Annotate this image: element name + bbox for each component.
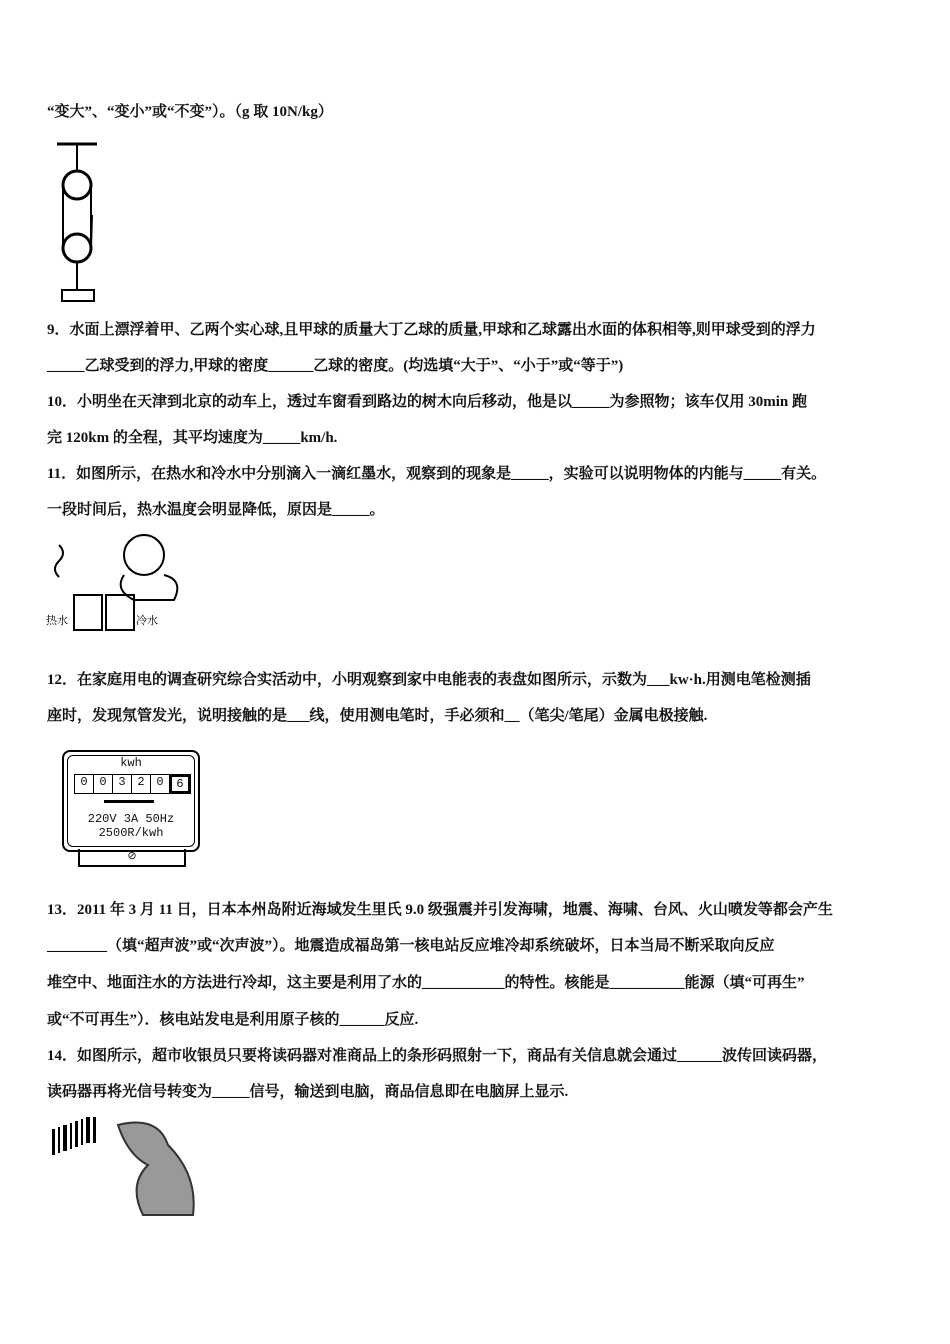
question-12-line-2: 座时，发现氖管发光，说明接触的是___线，使用测电笔时，手必须和__（笔尖/笔尾）金属电极接触. xyxy=(47,708,708,724)
question-13-line-4: 或“不可再生”）．核电站发电是利用原子核的______反应. xyxy=(47,1012,419,1028)
question-13-line-3: 堆空中、地面注水的方法进行冷却，这主要是利用了水的___________的特性。核能是__________能源（填“可再生” xyxy=(47,975,805,991)
question-11-line-2: 一段时间后，热水温度会明显降低，原因是_____。 xyxy=(47,502,385,518)
cold-water-label: 冷水 xyxy=(136,615,158,627)
meter-digit: 0 xyxy=(151,775,170,793)
question-9-line-2: _____乙球受到的浮力,甲球的密度______乙球的密度。(均选填“大于”、“小于”或“等于”) xyxy=(47,358,624,374)
question-9-line-1: 9．水面上漂浮着甲、乙两个实心球,且甲球的质量大丁乙球的质量,甲球和乙球露出水面的体积相等,则甲球受到的浮力 xyxy=(47,322,816,338)
meter-digit: 3 xyxy=(113,775,132,793)
barcode-scanner-figure xyxy=(48,1115,203,1217)
meter-digit: 0 xyxy=(94,775,113,793)
meter-digits xyxy=(74,774,191,794)
question-12-line-1: 12．在家庭用电的调查研究综合实活动中，小明观察到家中电能表的表盘如图所示，示数为___kw·h.用测电笔检测插 xyxy=(47,672,811,688)
meter-unit: kwh xyxy=(120,756,142,770)
meter-base: ⊘ xyxy=(78,849,186,867)
question-10-line-2: 完 120km 的全程，其平均速度为_____km/h. xyxy=(47,430,338,446)
question-13-line-2: ________（填“超声波”或“次声波”）。地震造成福岛第一核电站反应堆冷却系统破坏，日本当局不断采取向反应 xyxy=(47,938,775,954)
question-14-line-2: 读码器再将光信号转变为_____信号，输送到电脑，商品信息即在电脑屏上显示. xyxy=(47,1084,569,1100)
meter-digit: 6 xyxy=(170,775,190,793)
meter-disc-icon xyxy=(104,800,154,803)
question-8-tail: “变大”、“变小”或“不变”）。（g 取 10N/kg） xyxy=(47,104,333,120)
electricity-meter-figure xyxy=(62,750,200,852)
question-10-line-1: 10．小明坐在天津到北京的动车上，透过车窗看到路边的树木向后移动，他是以_____为参照物；该车仅用 30min 跑 xyxy=(47,394,808,410)
meter-digit: 0 xyxy=(75,775,94,793)
ink-diffusion-figure xyxy=(44,530,184,635)
meter-spec-1: 220V 3A 50Hz xyxy=(87,812,175,826)
meter-digit: 2 xyxy=(132,775,151,793)
question-11-line-1: 11．如图所示，在热水和冷水中分别滴入一滴红墨水，观察到的现象是_____，实验可以说明物体的内能与_____有关。 xyxy=(47,466,827,482)
question-13-line-1: 13．2011 年 3 月 11 日，日本本州岛附近海域发生里氏 9.0 级强震并引发海啸，地震、海啸、台风、火山喷发等都会产生 xyxy=(47,902,833,918)
question-14-line-1: 14．如图所示，超市收银员只要将读码器对准商品上的条形码照射一下，商品有关信息就会通过______波传回读码器， xyxy=(47,1048,828,1064)
meter-spec-2: 2500R/kwh xyxy=(98,826,164,840)
pulley-figure xyxy=(52,140,112,302)
hot-water-label: 热水 xyxy=(46,615,68,627)
